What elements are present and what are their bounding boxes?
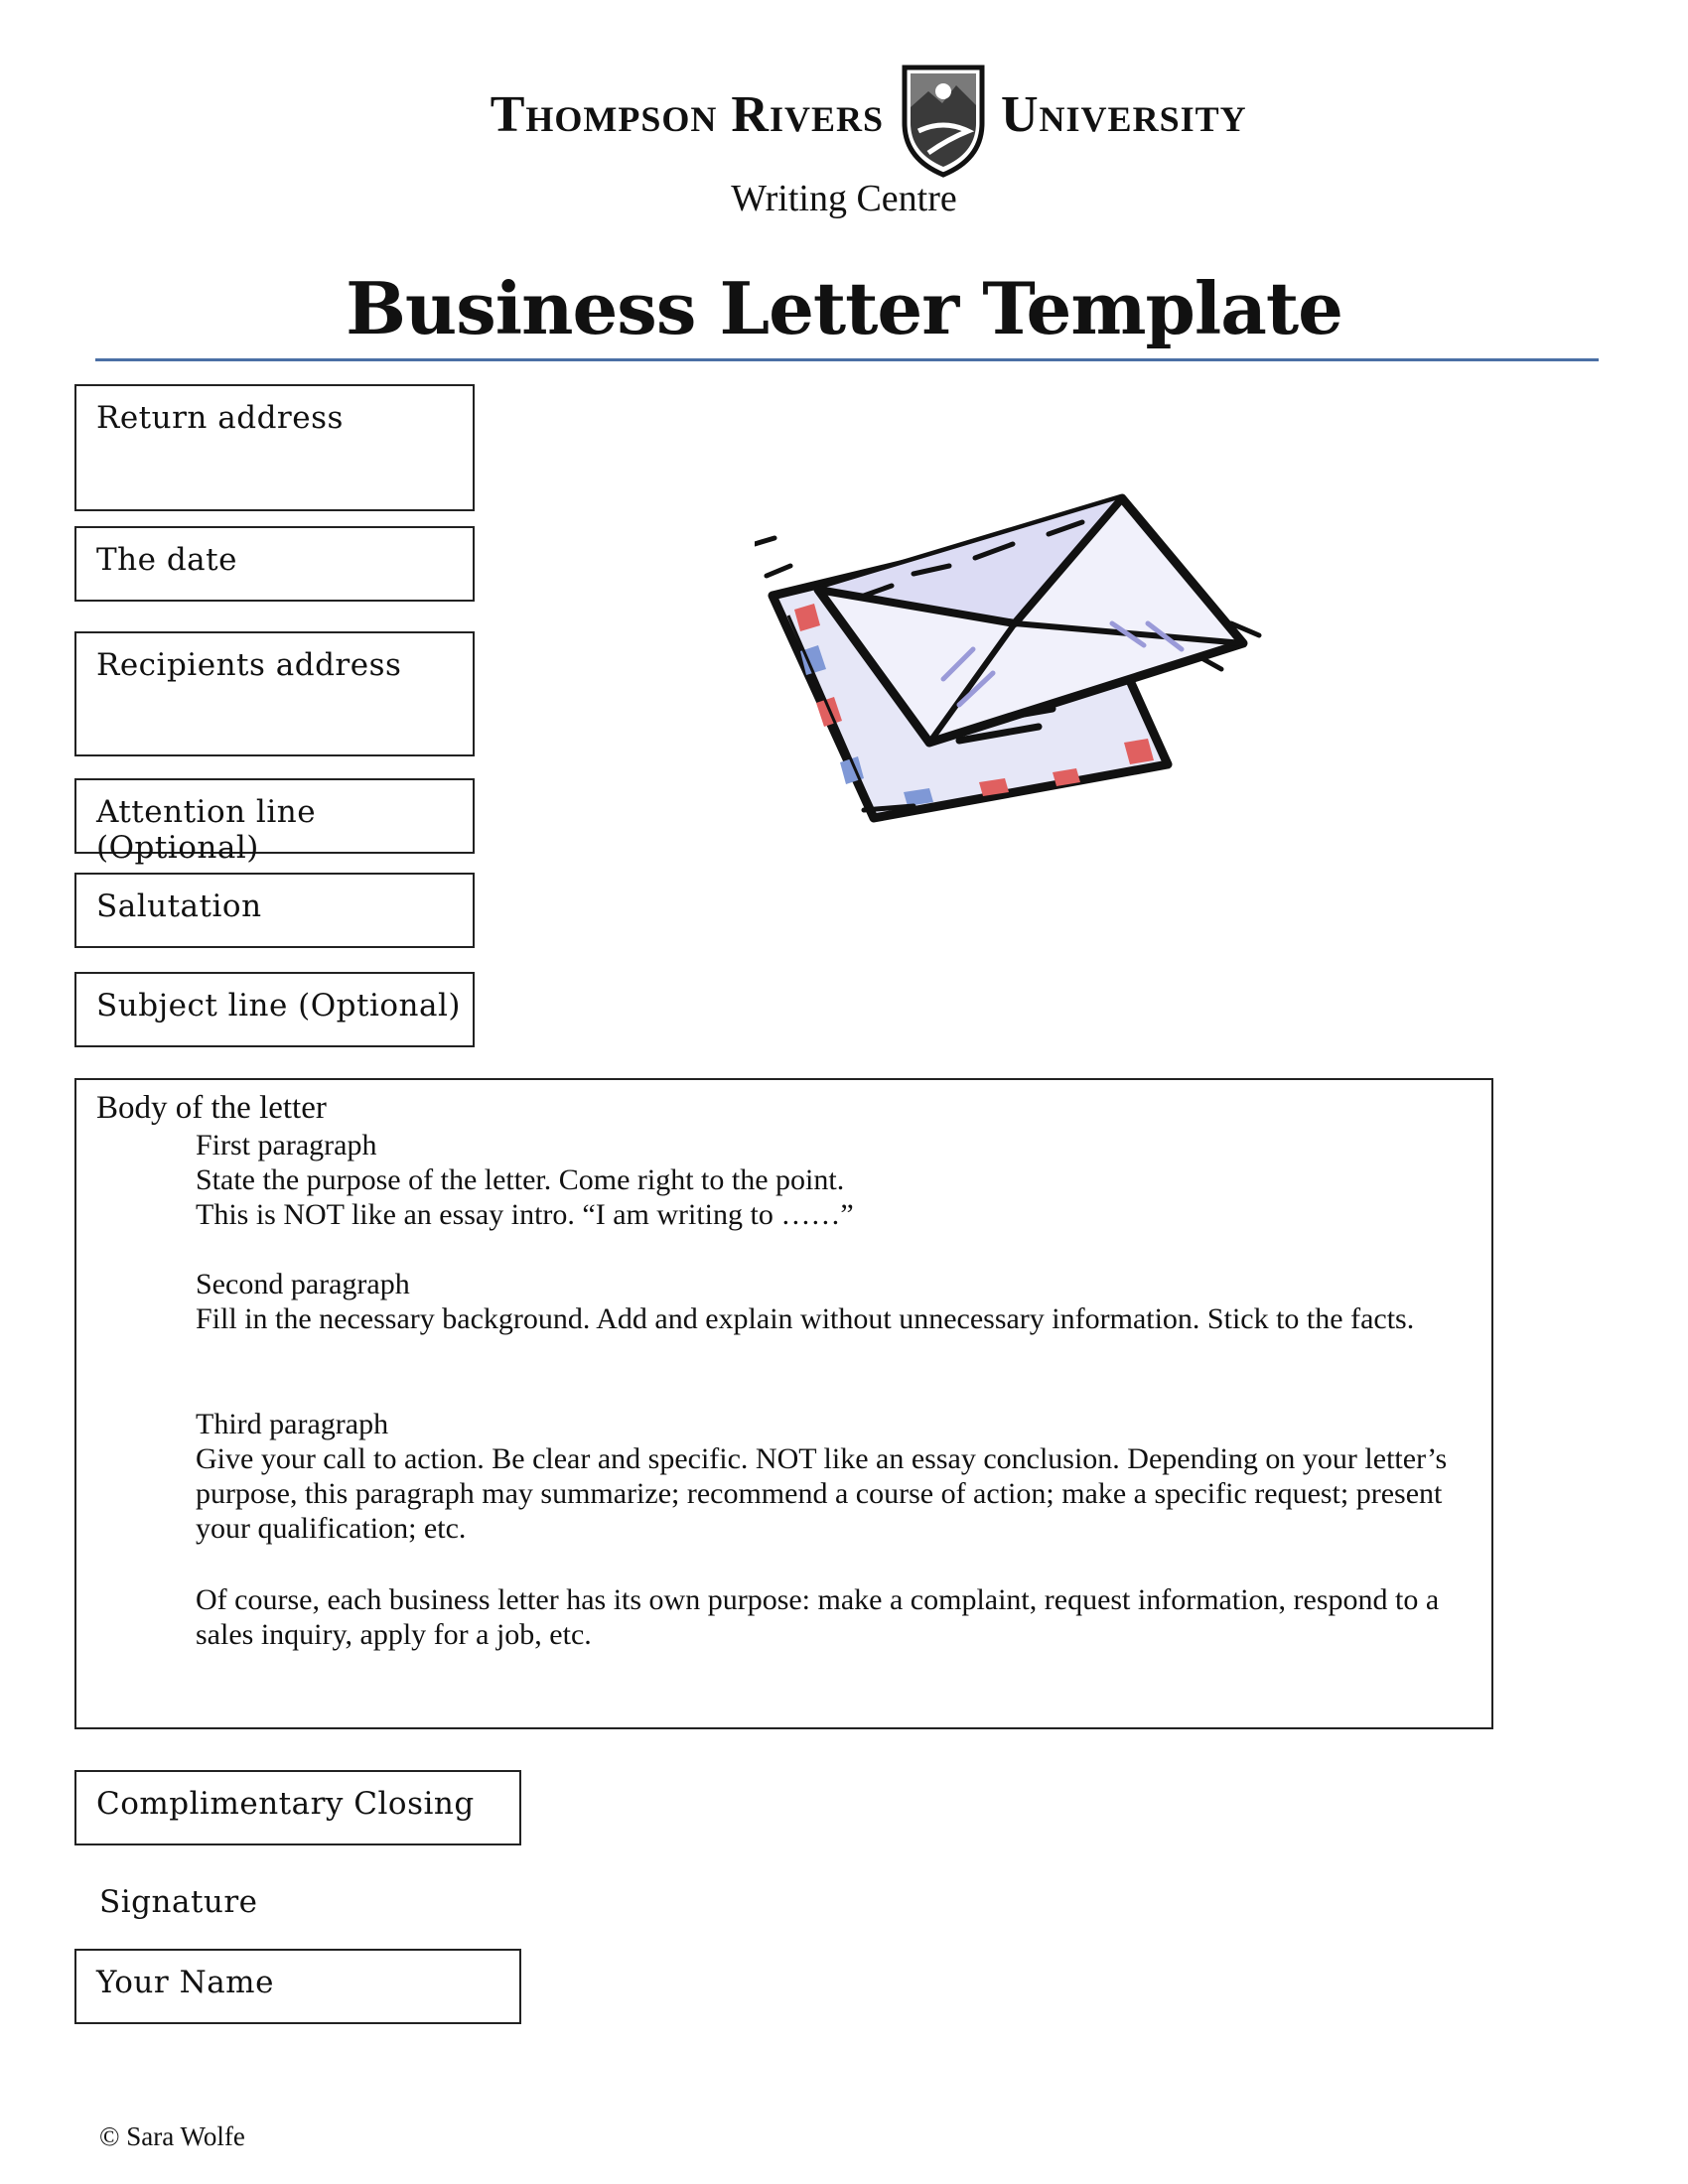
body-box (74, 1078, 1493, 1729)
paragraph-heading: Second paragraph (196, 1268, 410, 1300)
attention-line-box (74, 778, 475, 866)
recipients-address-box (74, 631, 475, 756)
paragraph-second (196, 1267, 1477, 1336)
copyright-notice: © Sara Wolfe (99, 2121, 245, 2151)
unit-name: Writing Centre (731, 178, 957, 219)
date-box (74, 526, 475, 602)
university-name-left (491, 85, 884, 144)
paragraph-text: Fill in the necessary background. Add and explain without unnecessary information. Stick to the facts. (196, 1302, 1415, 1335)
paragraph-heading: Third paragraph (196, 1408, 389, 1440)
paragraph-text: Give your call to action. Be clear and specific. NOT like an essay conclusion. Depending on your letter’s purpose, this paragraph may summarize; recommend a course of action; make a specific request; present your qualification; etc. (196, 1442, 1448, 1545)
paragraph-text: State the purpose of the letter. Come right to the point. This is NOT like an essay intro. “I am writing to ……” (196, 1163, 854, 1231)
page-title: Business Letter Template (346, 266, 1342, 350)
attention-line-label: Attention line (Optional) (96, 794, 317, 866)
paragraph-fourth (196, 1582, 1477, 1652)
complimentary-closing-label: Complimentary Closing (96, 1786, 475, 1822)
salutation-label: Salutation (96, 888, 262, 924)
your-name-label: Your Name (96, 1965, 274, 2000)
your-name-box (74, 1949, 521, 2024)
paragraph-third (196, 1407, 1477, 1546)
university-name-right (1001, 85, 1247, 144)
subject-line-box (74, 972, 475, 1047)
recipients-address-label: Recipients address (96, 647, 402, 683)
salutation-box (74, 873, 475, 948)
body-label: Body of the letter (96, 1090, 327, 1126)
paragraph-first (196, 1128, 1477, 1232)
complimentary-closing-box (74, 1770, 521, 1845)
university-name-right-text: University (1001, 86, 1247, 143)
signature-label: Signature (99, 1884, 258, 1920)
subject-line-label: Subject line (Optional) (96, 988, 462, 1024)
title-divider (95, 358, 1599, 361)
return-address-label: Return address (96, 400, 344, 436)
return-address-box (74, 384, 475, 511)
paragraph-text: Of course, each business letter has its own purpose: make a complaint, request information, respond to a sales inquiry, apply for a job, etc. (196, 1583, 1440, 1651)
university-name-left-text: Thompson Rivers (490, 86, 884, 143)
envelopes-illustration (755, 475, 1271, 824)
date-label: The date (96, 542, 237, 578)
paragraph-heading: First paragraph (196, 1129, 377, 1161)
university-crest-icon (899, 62, 988, 179)
